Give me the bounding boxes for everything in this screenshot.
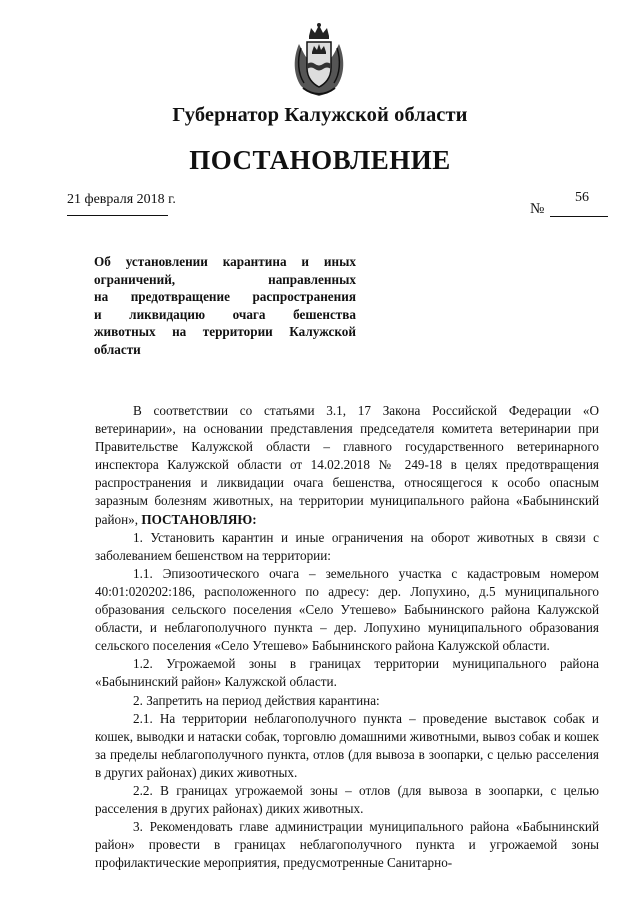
item-paragraph: 1.1. Эпизоотического очага – земельного участка с кадастровым номером 40:01:020202:186, расположенного по адресу: дер. Лопухино, д.5 муниципального образования сельского поселения «Село Утешево» Бабынинского района Калужской области, и неблагополучного пункта – дер. Лопухино муниципального образования сельского поселения «Село Утешево» Бабынинского района Калужской области.: [95, 565, 599, 654]
item-paragraph: 2.1. На территории неблагополучного пункта – проведение выставок собак и кошек, выводки и натаски собак, торговлю домашними животными, вывоз собак и кошек за пределы неблагополучного пункта, отлов (для вывоза в зоопарки, с целью расселения в других районах) диких животных.: [95, 710, 599, 780]
item-paragraph: 3. Рекомендовать главе администрации муниципального района «Бабынинский район» провести в границах неблагополучного пункта и угрожаемой зоны профилактические мероприятия, предусмотренные Санитарно-: [95, 819, 599, 871]
subject-line: ограничений, направленных: [94, 271, 356, 287]
number-underline: [550, 216, 608, 217]
preamble-text: В соответствии со статьями 3.1, 17 Закона Российской Федерации «О ветеринарии», на основании представления председателя комитета ветеринарии при Правительстве Калужской области – главного государственного ветеринарного инспектора Калужской области от 14.02.2018 № 249-18 в целях предотвращения распространения и ликвидации очага бешенства, относящегося к особо опасным заразным болезням животных, на территории муниципального района «Бабынинский район»,: [95, 403, 599, 527]
document-subject: [94, 253, 356, 359]
subject-line: и ликвидацию очага бешенства: [94, 306, 356, 322]
document-number: 56: [575, 190, 589, 205]
number-label: №: [530, 201, 545, 217]
subject-line: области: [94, 341, 141, 357]
subject-line: Об установлении карантина и иных: [94, 254, 356, 269]
item-paragraph: 2. Запретить на период действия карантина:: [133, 692, 380, 708]
item-paragraph: 2.2. В границах угрожаемой зоны – отлов (для вывоза в зоопарки, с целью расселения в других районах) диких животных.: [95, 782, 599, 817]
coat-of-arms-icon: [291, 22, 347, 98]
date-underline: [67, 215, 168, 216]
item-paragraph: 1.2. Угрожаемой зоны в границах территории муниципального района «Бабынинский район» Калужской области.: [95, 656, 599, 690]
issuing-authority: Губернатор Калужской области: [172, 104, 468, 126]
subject-line: на предотвращение распространения: [94, 289, 356, 305]
item-paragraph: 1. Установить карантин и иные ограничения на оборот животных в связи с заболеванием бешенством на территории:: [95, 529, 599, 563]
subject-line: животных на территории Калужской: [94, 324, 356, 340]
document-type-title: ПОСТАНОВЛЕНИЕ: [189, 145, 451, 175]
document-date: 21 февраля 2018 г.: [67, 192, 176, 207]
preamble-paragraph: [95, 402, 599, 529]
decree-word: ПОСТАНОВЛЯЮ:: [141, 511, 257, 527]
document-body: [95, 402, 599, 872]
